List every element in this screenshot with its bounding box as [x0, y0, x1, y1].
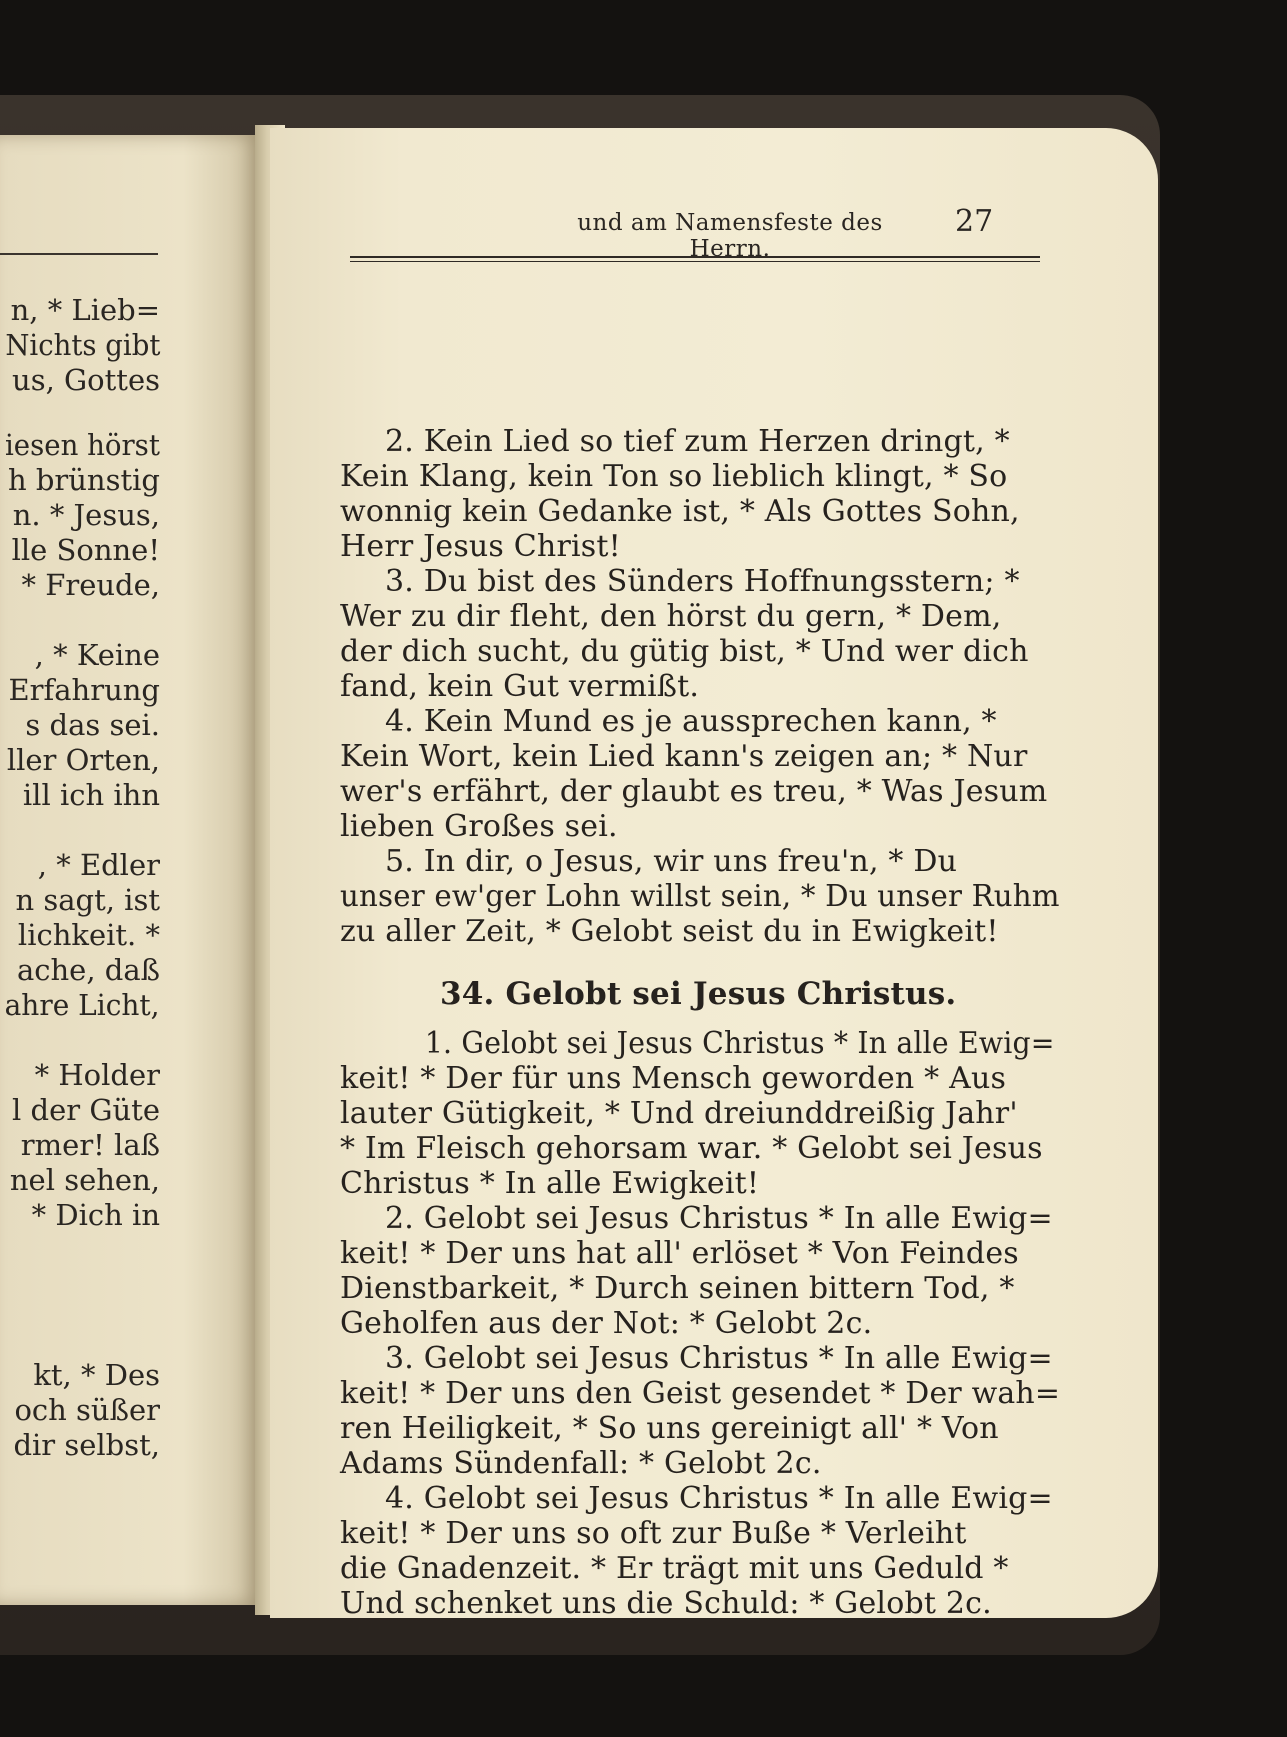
left-line: iesen hörst — [5, 428, 160, 462]
left-line: , * Edler — [37, 848, 160, 882]
verse-line: Und schenket uns die Schuld: * Gelobt 2c. — [340, 1586, 992, 1618]
verse-line: 4. Gelobt sei Jesus Christus * In alle Ewig= — [385, 1481, 1053, 1516]
verse-line: Adams Sündenfall: * Gelobt 2c. — [340, 1446, 822, 1481]
verse-line: fand, kein Gut vermißt. — [340, 669, 700, 704]
left-line: lichkeit. * — [17, 918, 160, 952]
verse-line: 2. Gelobt sei Jesus Christus * In alle Ewig= — [385, 1201, 1053, 1236]
left-page-rule — [0, 253, 158, 255]
verse-line: 5. In dir, o Jesus, wir uns freu'n, * Du — [385, 844, 958, 879]
verse-line: Geholfen aus der Not: * Gelobt 2c. — [340, 1306, 873, 1341]
verse-line: 4. Kein Mund es je aussprechen kann, * — [385, 704, 997, 739]
left-line: ahre Licht, — [5, 988, 160, 1022]
verse-line: 2. Kein Lied so tief zum Herzen dringt, * — [385, 424, 1010, 459]
hymn-title: 34. Gelobt sei Jesus Christus. — [440, 976, 957, 1012]
left-line: s das sei. — [25, 708, 160, 742]
left-line: n, * Lieb= — [10, 293, 160, 327]
left-line: dir selbst, — [13, 1428, 160, 1462]
verse-line: zu aller Zeit, * Gelobt seist du in Ewigkeit! — [340, 914, 999, 949]
verse-line: * Im Fleisch gehorsam war. * Gelobt sei Jesus — [340, 1131, 1043, 1166]
verse-line: Christus * In alle Ewigkeit! — [340, 1166, 760, 1201]
verse-line: 3. Du bist des Sünders Hoffnungsstern; * — [385, 564, 1020, 599]
left-line: lle Sonne! — [11, 533, 160, 567]
verse-line: die Gnadenzeit. * Er trägt mit uns Geduld * — [340, 1551, 1009, 1586]
verse-line: lieben Großes sei. — [340, 809, 618, 844]
verse-line: unser ew'ger Lohn willst sein, * Du unser Ruhm — [340, 879, 1060, 914]
left-line: l der Güte — [12, 1093, 160, 1127]
verse-line: keit! * Der uns den Geist gesendet * Der wah= — [340, 1376, 1061, 1411]
left-line: n. * Jesus, — [12, 498, 160, 532]
verse-line: 3. Gelobt sei Jesus Christus * In alle Ewig= — [385, 1341, 1053, 1376]
verse-line: wer's erfährt, der glaubt es treu, * Was Jesum — [340, 774, 1048, 809]
left-line: n sagt, ist — [15, 883, 160, 917]
left-line: kt, * Des — [33, 1358, 160, 1392]
left-line: nel sehen, — [9, 1163, 160, 1197]
left-line: och süßer — [14, 1393, 160, 1427]
running-head: und am Namensfeste des Herrn. — [577, 210, 883, 262]
verse-line: Herr Jesus Christ! — [340, 529, 621, 564]
verse-line: keit! * Der uns hat all' erlöset * Von Feindes — [340, 1236, 1019, 1271]
left-line: h brünstig — [7, 463, 160, 497]
left-line: * Freude, — [21, 568, 160, 602]
verse-line: Kein Klang, kein Ton so lieblich klingt, * So — [340, 459, 1008, 494]
left-line: ill ich ihn — [22, 778, 160, 812]
verse-line: wonnig kein Gedanke ist, * Als Gottes Sohn, — [340, 494, 1020, 529]
left-line: rmer! laß — [20, 1128, 160, 1162]
left-page — [0, 135, 262, 1605]
left-line: * Holder — [34, 1058, 160, 1092]
verse-line: keit! * Der für uns Mensch geworden * Aus — [340, 1061, 1007, 1096]
verse-line: lauter Gütigkeit, * Und dreiunddreißig Jahr' — [340, 1096, 1018, 1131]
left-line: , * Keine — [34, 638, 160, 672]
verse-line: 1. Gelobt sei Jesus Christus * In alle Ewig= — [424, 1026, 1055, 1061]
verse-line: der dich sucht, du gütig bist, * Und wer dich — [340, 634, 1029, 669]
header-rule — [350, 256, 1040, 262]
left-line: Nichts gibt — [4, 328, 160, 362]
verse-line: Kein Wort, kein Lied kann's zeigen an; * Nur — [340, 739, 1028, 774]
verse-line: Wer zu dir fleht, den hörst du gern, * Dem, — [340, 599, 1002, 634]
left-line: Erfahrung — [8, 673, 160, 707]
verse-line: keit! * Der uns so oft zur Buße * Verleiht — [340, 1516, 967, 1551]
right-page — [270, 128, 1158, 1618]
verse-line: Dienstbarkeit, * Durch seinen bittern Tod, * — [340, 1271, 1015, 1306]
left-line: ache, daß — [16, 953, 160, 987]
page-number: 27 — [955, 204, 994, 239]
left-line: ller Orten, — [6, 743, 160, 777]
left-line: * Dich in — [31, 1198, 160, 1232]
verse-line: ren Heiligkeit, * So uns gereinigt all' * Von — [340, 1411, 999, 1446]
left-line: us, Gottes — [12, 363, 160, 397]
